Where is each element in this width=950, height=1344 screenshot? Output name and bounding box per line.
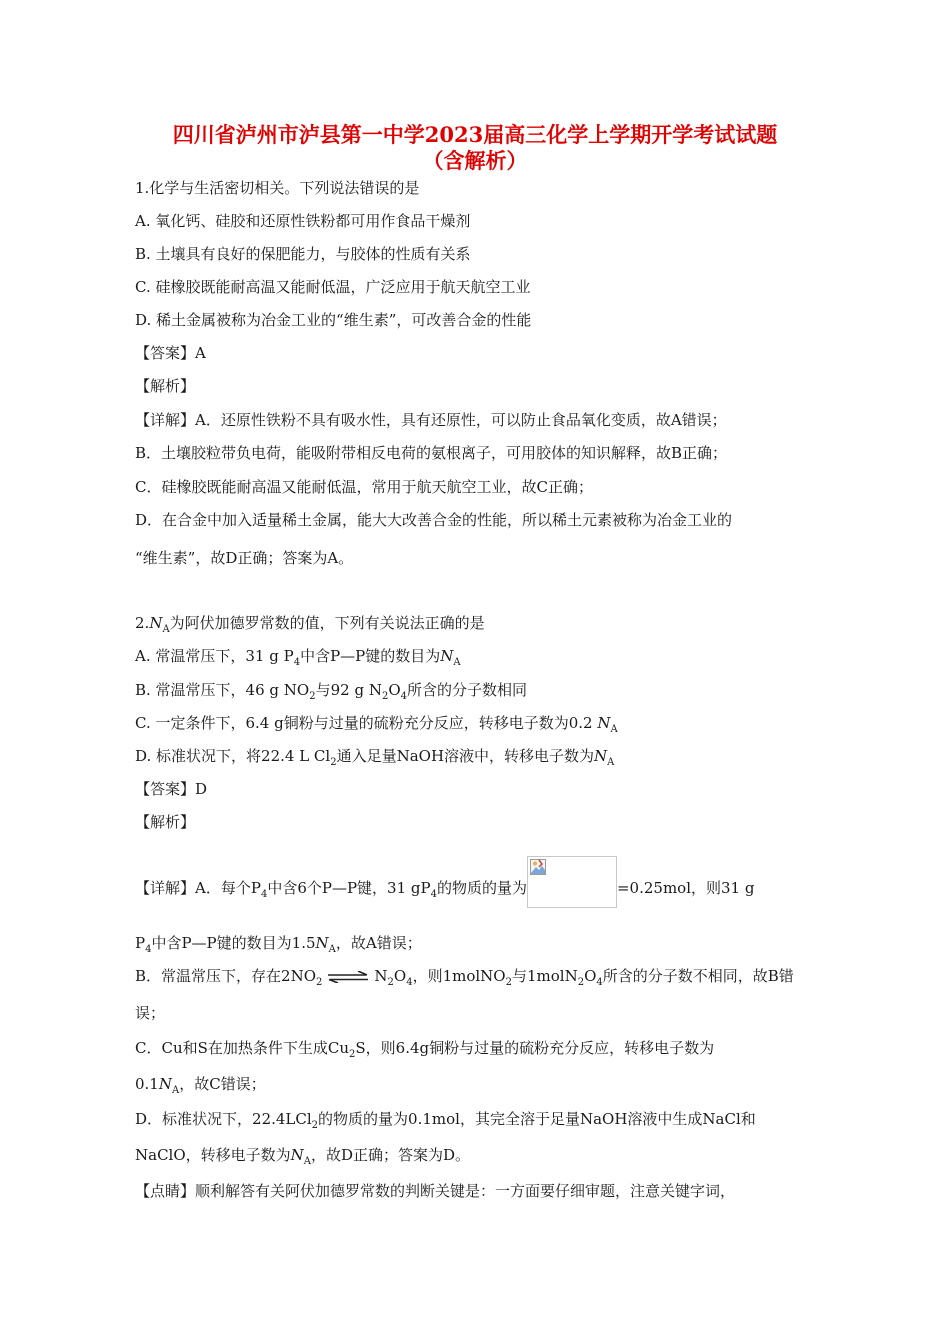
q2-option-d: D. 标准状况下，将22.4 L $Cl_2$通入足量NaOH溶液中，转移电子数为$N_A$ [135,747,615,768]
q1-option-b: B. 土壤具有良好的保肥能力，与胶体的性质有关系 [135,245,471,263]
equilibrium-arrow-icon [326,971,370,983]
q2-detail-a-line2: $P_4$中含P—P键的数目为$1.5N_A$，故A错误； [135,934,422,955]
broken-image-icon [530,859,546,875]
document-title: 四川省泸州市泸县第一中学2023届高三化学上学期开学考试试题 [172,122,778,147]
q1-analysis-label: 【解析】 [135,377,196,395]
q2-answer: 【答案】D [135,780,208,798]
q1-option-d: D. 稀土金属被称为冶金工业的“维生素”，可改善合金的性能 [135,311,532,329]
q1-detail-d-line2: “维生素”，故D正确；答案为A。 [135,549,354,567]
q2-detail-c-line1: C．Cu和S在加热条件下生成$Cu_2S$，则6.4g铜粉与过量的硫粉充分反应，转移电子数为 [135,1039,715,1060]
q2-tip: 【点睛】顺利解答有关阿伏加德罗常数的判断关键是：一方面要仔细审题，注意关键字词， [135,1182,736,1200]
q1-answer: 【答案】A [135,344,206,362]
document-subtitle: （含解析） [422,148,528,173]
q1-option-a: A. 氧化钙、硅胶和还原性铁粉都可用作食品干燥剂 [135,212,471,230]
q2-detail-d-line1: D．标准状况下，22.4LCl$_2$的物质的量为0.1mol，其完全溶于足量NaOH溶液中生成NaCl和 [135,1110,756,1131]
q2-detail-c-line2: $0.1N_A$，故C错误； [135,1075,266,1096]
q1-detail-a: 【详解】A．还原性铁粉不具有吸水性，具有还原性，可以防止食品氧化变质，故A错误； [135,411,727,429]
q2-detail-a-line1: 【详解】A．每个$P_4$中含6个P—P键，31 $gP_4$的物质的量为 =0.25mol，则31 g [135,870,754,908]
q1-detail-b: B．土壤胶粒带负电荷，能吸附带相反电荷的氨根离子，可用胶体的知识解释，故B正确； [135,444,728,462]
q2-stem: $2.N_A$为阿伏加德罗常数的值，下列有关说法正确的是 [135,614,485,635]
q2-detail-d-line2: NaClO，转移电子数为$N_A$，故D正确；答案为D。 [135,1146,471,1167]
q2-option-b: B. 常温常压下，46 g $NO_2$与92 g $N_2O_4$所含的分子数相同 [135,681,528,702]
formula-image-placeholder [527,856,617,908]
q2-option-a: A. 常温常压下，31 g $P_4$中含P—P键的数目为$N_A$ [135,647,461,668]
q2-analysis-label: 【解析】 [135,813,196,831]
q1-detail-d-line1: D．在合金中加入适量稀土金属，能大大改善合金的性能，所以稀土元素被称为冶金工业的 [135,511,733,529]
q2-option-c: C. 一定条件下，6.4 g铜粉与过量的硫粉充分反应，转移电子数为0.2 $N_A$ [135,714,618,735]
q1-stem: 1.化学与生活密切相关。下列说法错误的是 [135,179,420,197]
q1-detail-c: C．硅橡胶既能耐高温又能耐低温，常用于航天航空工业，故C正确； [135,478,593,496]
q1-option-c: C. 硅橡胶既能耐高温又能耐低温，广泛应用于航天航空工业 [135,278,531,296]
q2-detail-b-line2: 误； [135,1004,166,1022]
q2-detail-b-line1: B．常温常压下，存在$2NO_2$ $N_2O_4$，则1molNO$_2$与$1molN_2O_4$所含的分子数不相同，故B错 [135,967,794,988]
